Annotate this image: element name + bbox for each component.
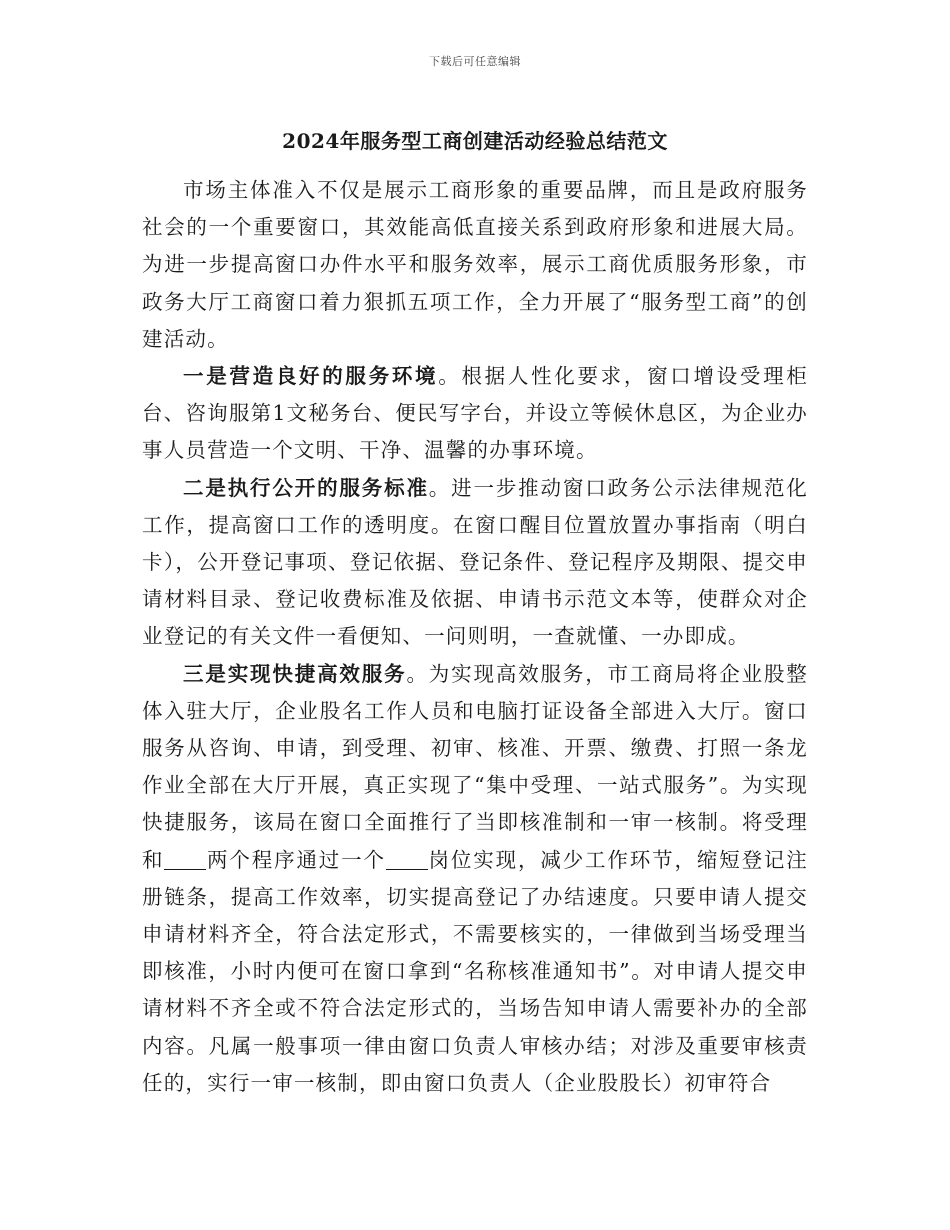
fill-in-blank-2 <box>386 848 428 870</box>
fill-in-blank-1 <box>164 848 206 870</box>
page-header-note: 下载后可任意编辑 <box>429 55 521 68</box>
section-2-paragraph <box>142 470 808 656</box>
section-3-text-b: 两个程序通过一个 <box>206 847 386 872</box>
section-1-text: 。根据人性化要求，窗口增设受理柜台、咨询服第1文秘务台、便民写字台，并设立等候休息区，为企业办事人员营造一个文明、干净、温馨的办事环境。 <box>142 364 809 463</box>
section-3-heading: 三是实现快捷高效服务 <box>183 661 407 686</box>
section-3-text-c: 岗位实现，减少工作环节，缩短登记注册链条，提高工作效率，切实提高登记了办结速度。只要申请人提交申请材料齐全，符合法定形式，不需要核实的，一律做到当场受理当即核准，小时内便可在窗口拿到“名称核准通知书”。对申请人提交申请材料不齐全或不符合法定形式的，当场告知申请人需要补办的全部内容。凡属一般事项一律由窗口负责人审核办结；对涉及重要审核责任的，实行一审一核制，即由窗口负责人（企业股股长）初审符合 <box>142 847 808 1095</box>
intro-paragraph: 市场主体准入不仅是展示工商形象的重要品牌，而且是政府服务社会的一个重要窗口，其效能高低直接关系到政府形象和进展大局。为进一步提高窗口办件水平和服务效率，展示工商优质服务形象，市政务大厅工商窗口着力狠抓五项工作，全力开展了“服务型工商”的创建活动。 <box>142 178 808 351</box>
document-body <box>142 172 808 1102</box>
document-title: 2024年服务型工商创建活动经验总结范文 <box>282 129 668 153</box>
section-1-heading: 一是营造良好的服务环境 <box>183 364 439 389</box>
section-2-text: 。进一步推动窗口政务公示法律规范化工作，提高窗口工作的透明度。在窗口醒目位置放置办事指南（明白卡），公开登记事项、登记依据、登记条件、登记程序及期限、提交申请材料目录、登记收费标准及依据、申请书示范文本等，使群众对企业登记的有关文件一看便知、一问则明，一查就懂、一办即成。 <box>142 475 809 649</box>
section-2-heading: 二是执行公开的服务标准 <box>183 475 429 500</box>
section-1-paragraph <box>142 358 808 470</box>
section-3-paragraph <box>142 656 808 1102</box>
section-3-text-a: 。为实现高效服务，市工商局将企业股整体入驻大厅，企业股名工作人员和电脑打证设备全部进入大厅。窗口服务从咨询、申请，到受理、初审、核准、开票、缴费、打照一条龙作业全部在大厅开展，真正实现了“集中受理、一站式服务”。为实现快捷服务，该局在窗口全面推行了当即核准制和一审一核制。将受理和 <box>142 661 809 872</box>
